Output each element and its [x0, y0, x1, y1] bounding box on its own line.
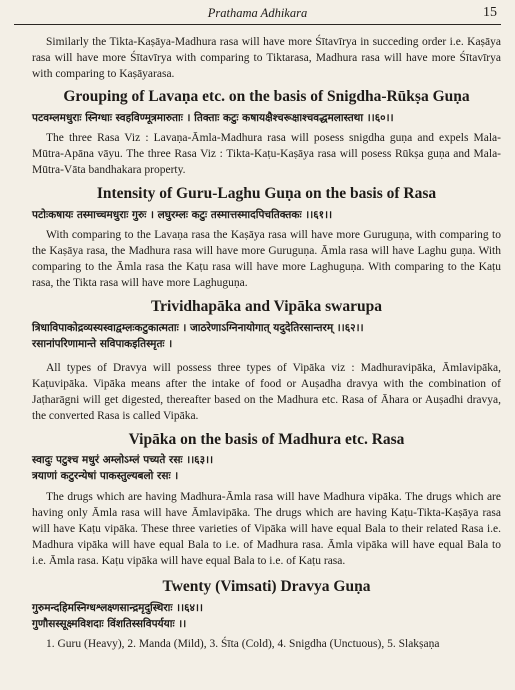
heading-vipaka-madhura: Vipāka on the basis of Madhura etc. Rasa — [128, 431, 405, 448]
paragraph-4: All types of Dravya will possess three types of Vipāka viz : Madhuravipāka, Āmlavipāka, Kaṭuvipāka. Vipāka means after the intake of food or Auṣadha dravya with the combination of Jaṭharāgni will get digested, thereafter based on the Madhura etc. Rasa of Āhara or Auṣadhi dravya, the converted Rasa is called Vipāka. — [32, 362, 501, 422]
heading-grouping-lavana: Grouping of Lavaṇa etc. on the basis of Snigdha-Rūkṣa Guṇa — [63, 88, 470, 105]
paragraph-2: The three Rasa Viz : Lavaṇa-Āmla-Madhura rasa will posess snigdha guṇa and expels Mala-Mūtra-Apāna vāyu. The three Rasa Viz : Tikta-Kaṭu-Kaṣāya rasa will posess Rūkṣa guṇa and Mala-Mūtra-Vāta bandhakara property. — [32, 132, 501, 176]
page-body — [32, 30, 501, 652]
sanskrit-verse-64b: गुणौसस्सूक्ष्मविशदाः विंशतिस्सविपर्ययाः ।। — [32, 618, 187, 630]
paragraph-6: 1. Guru (Heavy), 2. Manda (Mild), 3. Śīta (Cold), 4. Snigdha (Unctuous), 5. Slakṣaṇa — [46, 638, 440, 650]
paragraph-3: With comparing to the Lavaṇa rasa the Kaṣāya rasa will have more Guruguṇa, with comparing to the Kaṣāya rasa, the Madhura rasa will have more Guruguṇa. Āmla rasa will have Laghu guṇa. With comparing to the Āmla rasa the Kaṭu rasa will have more Laghuguṇa. With comparing to the Kaṭu rasa, the Tikta rasa will have more Laghuguṇa. — [32, 229, 501, 289]
page-header — [0, 4, 515, 24]
paragraph-1: Similarly the Tikta-Kaṣāya-Madhura rasa will have more Śītavīrya in succeding order i.e. Kaṣāya rasa will have more Śītavīrya with comparing to Tiktarasa, Madhura rasa will have more Śītavīrya with comparing to Kaṣāyarasa. — [32, 36, 501, 80]
heading-twenty-guna: Twenty (Vimsati) Dravya Guṇa — [162, 578, 371, 595]
paragraph-5: The drugs which are having Madhura-Āmla rasa will have Madhura vipāka. The drugs which are having only Āmla rasa will have Āmlavipāka. The drugs which are having Kaṭu-Tikta-Kaṣāya rasa will have Kaṭu vipāka. These three varieties of Vipāka will have equal Bala to their related Rasa i.e. Madhura vipāka will have equal Bala to i.e. of Madhura rasa. Āmla vipāka will have equal Bala to i.e. Āmla rasa. Kaṭu vipāka will have equal Bala to i.e. of Kaṭu rasa. — [32, 491, 501, 567]
heading-trividhapaka: Trividhapāka and Vipāka swarupa — [150, 298, 382, 315]
running-title: Prathama Adhikara — [207, 6, 308, 20]
sanskrit-verse-62a: त्रिधाविपाकोद्रव्यस्यस्वाद्वम्लःकटुकात्मताः । जाठरेणाऽग्निनायोगात् यदुदेतिरसान्तरम् ।।६२।। — [32, 322, 364, 334]
sanskrit-verse-63a: स्वादुः पटुश्च मधुरं अम्लोऽम्लं पच्यते रसः ।।६३।। — [32, 454, 214, 466]
sanskrit-verse-64a: गुरुमन्दहिमस्निग्धश्लक्ष्णसान्द्रमृदुस्थिराः ।।६४।। — [32, 602, 203, 614]
sanskrit-verse-62b: रसानांपरिणामान्ते सविपाकइतिस्मृतः । — [32, 338, 173, 350]
header-rule — [14, 24, 501, 25]
sanskrit-verse-61: पटोःकषायः तस्माच्चमधुराः गुरुः । लघुरम्लः कटुः तस्मात्तस्मादपिचतिक्तकः ।।६१।। — [32, 209, 333, 221]
page-number: 15 — [483, 5, 497, 20]
sanskrit-verse-63b: त्रयाणां कटुरन्येषां पाकस्तुल्यबलो रसः । — [32, 470, 179, 482]
sanskrit-verse-60: पटवम्लमधुराः स्निग्धाः स्वहविण्मूत्रमारुताः । तिक्ताः कटुः कषायक्षैश्चरूक्षाश्चवद्धमलास्तथा ।।६०।। — [32, 112, 394, 124]
heading-guru-laghu: Intensity of Guru-Laghu Guṇa on the basis of Rasa — [96, 185, 437, 202]
